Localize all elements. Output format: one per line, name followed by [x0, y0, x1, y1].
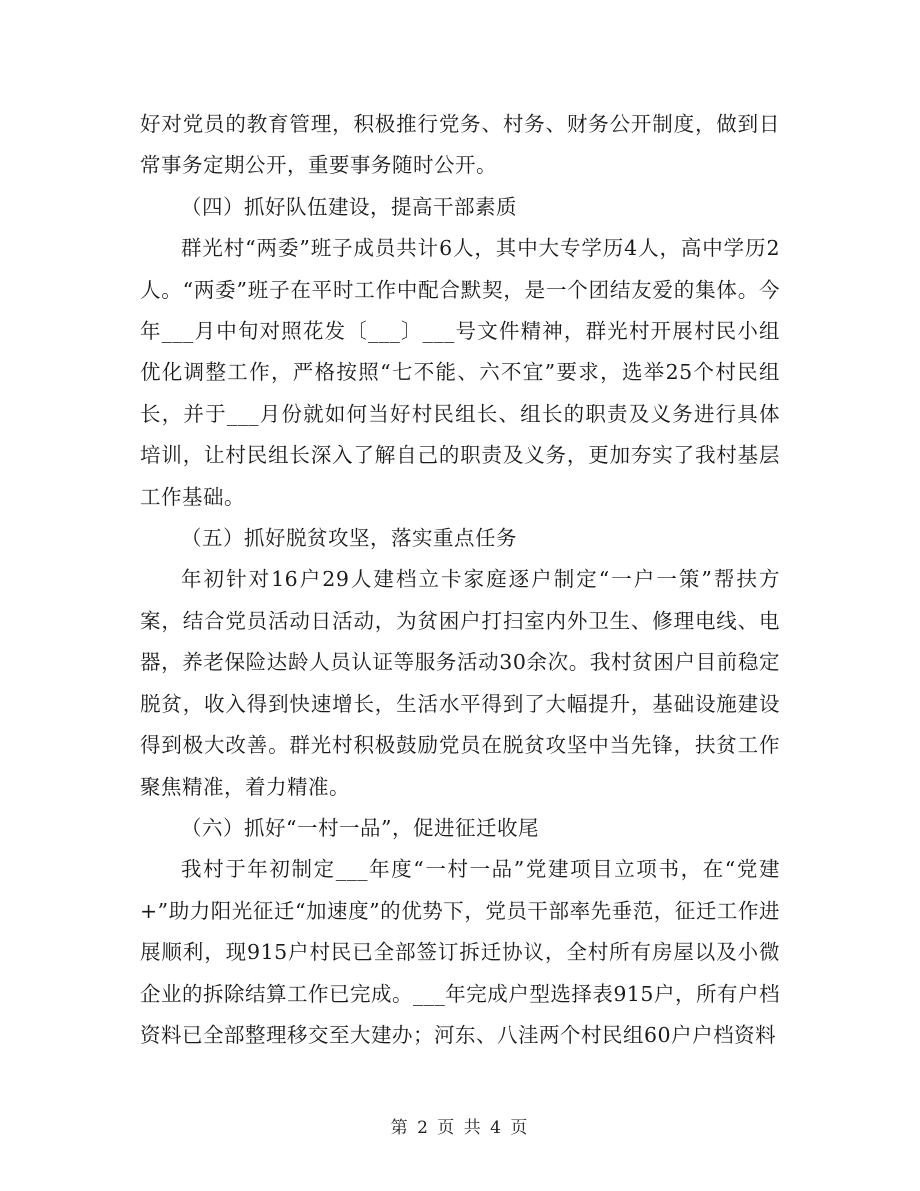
page-footer: 第 2 页 共 4 页: [390, 1118, 530, 1138]
section-heading-4: （四）抓好队伍建设，提高干部素质: [181, 194, 517, 219]
paragraph-team-building: 群光村“两委”班子成员共计6人，其中大专学历4人，高中学历2人。“两委”班子在平时工作中配合默契，是一个团结友爱的集体。今年___月中旬对照花发〔___〕___号文件精神，群光村开展村民小组优化调整工作，严格按照“七不能、六不宜”要求，选举25个村民组长，并于___月份就如何当好村民组长、组长的职责及义务进行具体培训，让村民组长深入了解自己的职责及义务，更加夯实了我村基层工作基础。: [140, 236, 780, 509]
paragraph-poverty-alleviation: 年初针对16户29人建档立卡家庭逐户制定“一户一策”帮扶方案，结合党员活动日活动，为贫困户打扫室内外卫生、修理电线、电器，养老保险达龄人员认证等服务活动30余次。我村贫困户目前稳定脱贫，收入得到快速增长，生活水平得到了大幅提升，基础设施建设得到极大改善。群光村积极鼓励党员在脱贫攻坚中当先锋，扶贫工作聚焦精准，着力精准。: [140, 567, 780, 799]
paragraph-continued: 好对党员的教育管理，积极推行党务、村务、财务公开制度，做到日常事务定期公开，重要事务随时公开。: [140, 112, 780, 178]
section-heading-6: （六）抓好“一村一品”，促进征迁收尾: [181, 815, 539, 840]
paragraph-relocation: 我村于年初制定___年度“一村一品”党建项目立项书，在“党建+”助力阳光征迁“加速度”的优势下，党员干部率先垂范，征迁工作进展顺利，现915户村民已全部签订拆迁协议，全村所有房屋以及小微企业的拆除结算工作已完成。___年完成户型选择表915户，所有户档资料已全部整理移交至大建办；河东、八洼两个村民组60户户档资料: [140, 857, 780, 1047]
section-heading-5: （五）抓好脱贫攻坚，落实重点任务: [181, 526, 517, 551]
document-body: [140, 104, 780, 1056]
